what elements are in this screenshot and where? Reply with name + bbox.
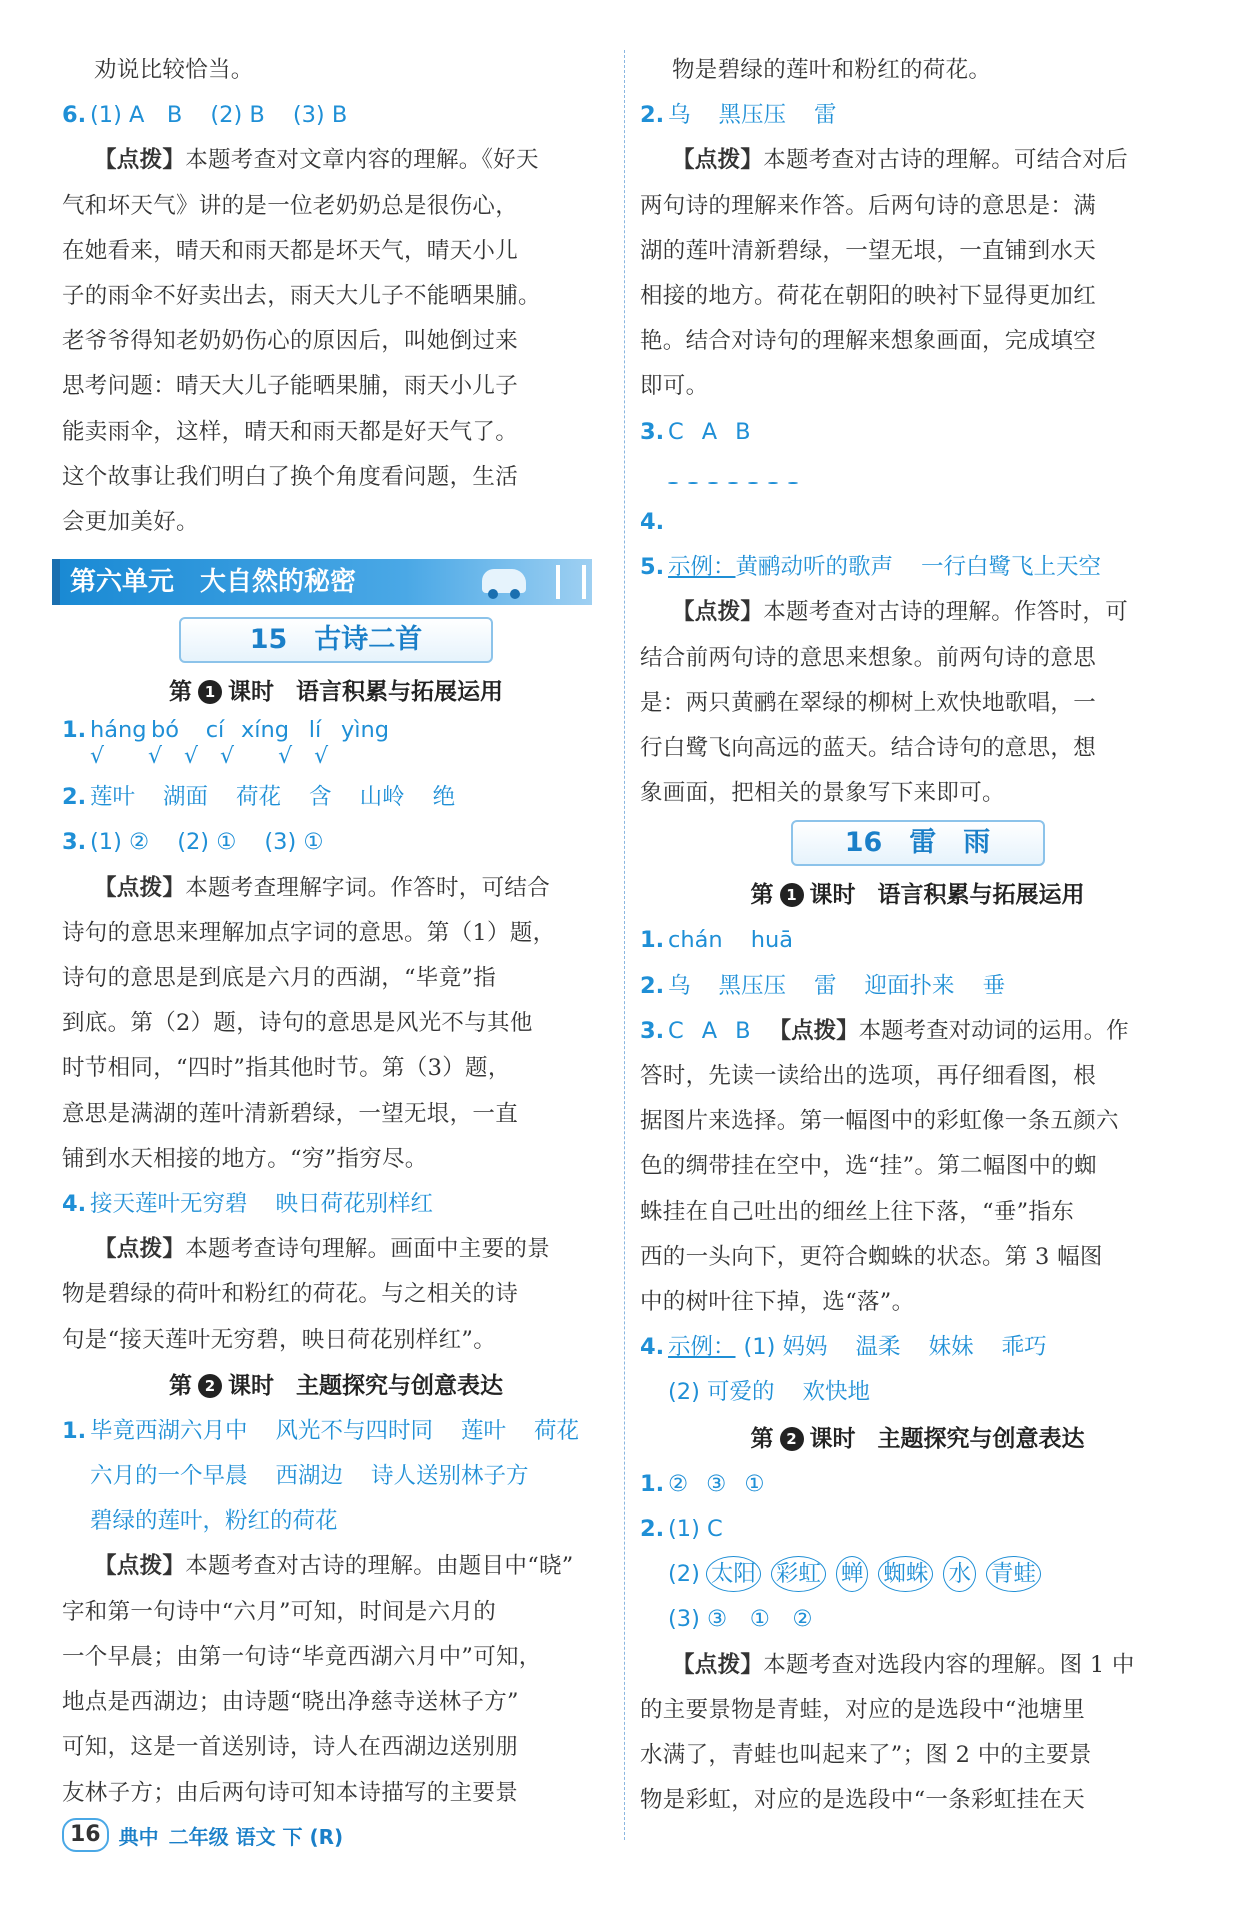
- answer-item: 一行白鹭飞上天空: [921, 554, 1102, 581]
- tip-tag: 【点拨】: [94, 1236, 186, 1263]
- text-line: 能卖雨伞，这样，晴天和雨天都是好天气了。: [62, 418, 519, 445]
- pinyin-item: xíng: [240, 717, 290, 744]
- tip-q2b: [640, 1643, 1195, 1824]
- circled-answer: [728, 482, 738, 484]
- period-prefix: 第: [169, 1372, 192, 1399]
- period-heading: [62, 669, 610, 715]
- period-suffix: 课时: [809, 882, 856, 909]
- answer-q4: [62, 1182, 610, 1227]
- car-icon: [482, 569, 526, 593]
- question-number: 6.: [62, 102, 87, 129]
- example-label: 示例：: [668, 1334, 736, 1361]
- period-suffix: 课时: [809, 1425, 856, 1452]
- text-line: 句是“接天莲叶无穷碧，映日荷花别样红”。: [62, 1326, 497, 1353]
- pinyin-item: háng: [90, 717, 147, 744]
- pinyin-item: bó: [150, 717, 180, 744]
- answer-item: 雷: [814, 972, 837, 999]
- tip-q2: [640, 138, 1195, 409]
- question-number: 2.: [640, 972, 665, 999]
- answer-item: (1) ②: [90, 829, 150, 856]
- answer-q3-circled: [640, 455, 1195, 500]
- answer-item: chán: [668, 927, 723, 954]
- text-line: 水满了，青蛙也叫起来了”；图 2 中的主要景: [640, 1741, 1092, 1768]
- answer-item: (1) 妈妈: [743, 1334, 828, 1361]
- answer-item: 六月的一个早晨: [90, 1463, 248, 1490]
- question-number: 1.: [640, 927, 665, 954]
- text-line: 中的树叶往下掉，选“落”。: [640, 1289, 915, 1316]
- circled-answer: 彩虹: [771, 1556, 826, 1592]
- answer-item: 风光不与四时同: [275, 1417, 434, 1444]
- example-label: 示例：: [668, 554, 736, 581]
- answer-item: 接天莲叶无穷碧: [90, 1191, 248, 1218]
- answer-item: ③: [706, 1470, 727, 1497]
- answer-q2b-part3: [640, 1597, 1195, 1642]
- circled-answer: [668, 482, 678, 484]
- answer-item: A: [701, 418, 718, 445]
- answer-item: huā: [750, 927, 793, 954]
- answer-item: 山岭: [359, 784, 405, 811]
- text-line: 老爷爷得知老奶奶伤心的原因后，叫她倒过来: [62, 328, 519, 355]
- page-footer: [62, 1818, 343, 1852]
- answer-item: ②: [668, 1470, 689, 1497]
- answer-item: ①: [744, 1470, 765, 1497]
- tip-q3: [640, 1054, 1195, 1325]
- answer-item: 黄鹂动听的歌声: [735, 554, 894, 581]
- circled-answer: [748, 482, 758, 484]
- answer-q6: [62, 93, 610, 138]
- answer-item: 黑压压: [718, 102, 787, 129]
- text-line: 据图片来选择。第一幅图中的彩虹像一条五颜六: [640, 1108, 1119, 1135]
- answer-q4: [640, 500, 1195, 545]
- tip-tag: 【点拨】: [672, 1651, 764, 1678]
- text-line: 意思是满湖的莲叶清新碧绿，一望无垠，一直: [62, 1100, 519, 1127]
- period-number-badge: 2: [780, 1427, 804, 1451]
- question-number: 4.: [640, 1334, 665, 1361]
- answer-q1b-row3: [62, 1499, 610, 1544]
- check-marks: √ √ √ √ √ √: [90, 744, 329, 770]
- lesson-title: 15 古诗二首: [179, 617, 493, 663]
- question-number: 1.: [62, 1417, 87, 1444]
- tip-tag: 【点拨】: [94, 1553, 186, 1580]
- answer-item: (2): [668, 1561, 700, 1588]
- book-info: 二年级 语文 下 (R): [168, 1824, 344, 1849]
- text-line: 艳。结合对诗句的理解来想象画面，完成填空: [640, 328, 1097, 355]
- text-line: 诗句的意思来理解加点字词的意思。第（1）题，: [62, 919, 556, 946]
- tip-q3: [62, 866, 610, 1182]
- answer-item: 垂: [982, 972, 1006, 999]
- circled-answer: 蜘蛛: [878, 1556, 933, 1592]
- text-line: 即可。: [640, 373, 709, 400]
- tip-tag: 【点拨】: [768, 1017, 859, 1044]
- text-line: 子的雨伞不好卖出去，雨天大儿子不能晒果脯。: [62, 283, 541, 310]
- period-suffix: 课时: [228, 1372, 274, 1399]
- answer-q1-pinyin: [62, 715, 610, 745]
- lesson-title: 16 雷 雨: [791, 820, 1045, 866]
- answer-item: 雷: [814, 102, 837, 129]
- period-title: 主题探究与创意表达: [877, 1425, 1085, 1452]
- tip-tag: 【点拨】: [94, 874, 186, 901]
- text-line: 物是碧绿的荷叶和粉红的荷花。与之相关的诗: [62, 1281, 519, 1308]
- period-heading: [640, 872, 1195, 918]
- answer-item: 碧绿的莲叶，粉红的荷花: [90, 1508, 338, 1535]
- period-title: 主题探究与创意表达: [296, 1372, 503, 1399]
- question-number: 5.: [640, 554, 665, 581]
- answer-q2: [640, 964, 1195, 1009]
- text-line: 物是碧绿的莲叶和粉红的荷花。: [672, 57, 992, 83]
- answer-q2b-circled: [640, 1552, 1195, 1597]
- answer-item: 乖巧: [1001, 1334, 1047, 1361]
- answer-item: 荷花: [534, 1417, 580, 1444]
- text-line: 西的一头向下，更符合蜘蛛的状态。第 3 幅图: [640, 1243, 1103, 1270]
- left-column: [62, 48, 610, 1816]
- circled-answer: 水: [943, 1556, 976, 1592]
- circled-answer: 太阳: [706, 1556, 761, 1592]
- text-line: 本题考查对动词的运用。作: [858, 1017, 1129, 1044]
- brand-logo: 典中: [118, 1824, 159, 1849]
- period-suffix: 课时: [228, 679, 274, 706]
- answer-q1: [640, 918, 1195, 963]
- question-number: 2.: [62, 784, 87, 811]
- text-line: 本题考查诗句理解。画面中主要的景: [185, 1236, 551, 1263]
- answer-item: 妹妹: [928, 1334, 974, 1361]
- text-line: 色的绸带挂在空中，选“挂”。第二幅图中的蜘: [640, 1153, 1097, 1180]
- period-prefix: 第: [169, 679, 192, 706]
- circled-answer: [708, 482, 718, 484]
- answer-item: (2) 可爱的: [668, 1379, 775, 1406]
- answer-item: C: [668, 418, 684, 445]
- answer-item: 欢快地: [802, 1379, 871, 1406]
- text-line: 两句诗的理解来作答。后两句诗的意思是：满: [640, 192, 1097, 219]
- text-line: 这个故事让我们明白了换个角度看问题，生活: [62, 463, 519, 490]
- period-prefix: 第: [750, 1425, 774, 1452]
- text-line: 铺到水天相接的地方。“穷”指穷尽。: [62, 1145, 428, 1172]
- answer-item: A: [701, 1017, 718, 1044]
- answer-item: (1) C: [668, 1515, 723, 1542]
- question-number: 4.: [62, 1191, 87, 1218]
- answer-item: 诗人送别林子方: [371, 1463, 529, 1490]
- answer-q1b: [62, 1409, 610, 1454]
- question-number: 3.: [640, 418, 665, 445]
- text-line: 本题考查对文章内容的理解。《好天: [185, 147, 539, 174]
- tip-tag: 【点拨】: [94, 147, 186, 174]
- text-line: 物是彩虹，对应的是选段中“一条彩虹挂在天: [640, 1787, 1086, 1814]
- answer-item: (2) B: [210, 102, 265, 129]
- tip-q5: [640, 590, 1195, 816]
- tip-q4: [62, 1227, 610, 1363]
- text-line: 在她看来，晴天和雨天都是坏天气，晴天小儿: [62, 237, 519, 264]
- text-line: 本题考查对古诗的理解。可结合对后: [763, 147, 1129, 174]
- unit-title: 第六单元 大自然的秘密: [70, 567, 357, 598]
- period-number-badge: 2: [198, 1374, 222, 1398]
- answer-q1b: [640, 1462, 1195, 1507]
- text-line: 相接的地方。荷花在朝阳的映衬下显得更加红: [640, 283, 1097, 310]
- answer-q3: [62, 820, 610, 865]
- period-heading: [62, 1363, 610, 1409]
- text-line: 行白鹭飞向高远的蓝天。结合诗句的意思，想: [640, 735, 1097, 762]
- circled-answer: [788, 482, 798, 484]
- tip-q6: [62, 138, 610, 545]
- tip-tag: 【点拨】: [672, 599, 764, 626]
- answer-q1b-row2: [62, 1454, 610, 1499]
- unit-banner: [52, 559, 592, 605]
- answer-item: (3) ①: [264, 829, 324, 856]
- period-prefix: 第: [750, 882, 774, 909]
- text-line: 劝说比较恰当。: [94, 57, 254, 83]
- answer-q2: [640, 93, 1195, 138]
- circled-answer: 蝉: [836, 1556, 869, 1592]
- left-continuation: [62, 48, 610, 93]
- answer-item: 含: [309, 784, 332, 811]
- text-line: 答时，先读一读给出的选项，再仔细看图，根: [640, 1063, 1097, 1090]
- column-divider: [624, 50, 625, 1840]
- text-line: 结合前两句诗的意思来想象。前两句诗的意思: [640, 644, 1097, 671]
- text-line: 到底。第（2）题，诗句的意思是风光不与其他: [62, 1010, 533, 1037]
- period-number-badge: 1: [780, 883, 804, 907]
- circled-answer: [688, 482, 698, 484]
- question-number: 1.: [62, 717, 87, 744]
- answer-q3: [640, 1009, 1195, 1054]
- answer-item: (2) ①: [177, 829, 237, 856]
- answer-item: 乌: [668, 972, 691, 999]
- answer-q4: [640, 1325, 1195, 1370]
- answer-item: B: [735, 1017, 751, 1044]
- question-number: 2.: [640, 1515, 665, 1542]
- tip-q1b: [62, 1544, 610, 1815]
- question-number: 1.: [640, 1470, 665, 1497]
- text-line: 是：两只黄鹂在翠绿的柳树上欢快地歌唱，一: [640, 689, 1097, 716]
- answer-item: 绝: [432, 784, 456, 811]
- answer-item: (3) ③ ① ②: [668, 1606, 813, 1633]
- text-line: 湖的莲叶清新碧绿，一望无垠，一直铺到水天: [640, 237, 1097, 264]
- pinyin-item: cí: [205, 717, 225, 744]
- text-line: 气和坏天气》讲的是一位老奶奶总是很伤心，: [62, 192, 519, 219]
- answer-item: 映日荷花别样红: [275, 1191, 434, 1218]
- answer-item: 莲叶: [461, 1417, 507, 1444]
- text-line: 本题考查对古诗的理解。作答时，可: [763, 599, 1129, 626]
- text-line: 诗句的意思是到底是六月的西湖，“毕竟”指: [62, 965, 497, 992]
- text-line: 思考问题：晴天大儿子能晒果脯，雨天小儿子: [62, 373, 519, 400]
- question-number: 3.: [640, 1017, 665, 1044]
- period-heading: [640, 1416, 1195, 1462]
- answer-item: 迎面扑来: [864, 972, 955, 999]
- answer-item: 温柔: [855, 1334, 901, 1361]
- circled-answer: 青蛙: [986, 1556, 1041, 1592]
- question-number: 3.: [62, 829, 87, 856]
- tip-tag: 【点拨】: [672, 147, 764, 174]
- answer-item: 荷花: [236, 784, 282, 811]
- question-number: 2.: [640, 102, 665, 129]
- text-line: 地点是西湖边；由诗题“晓出净慈寺送林子方”: [62, 1689, 519, 1716]
- text-line: 本题考查理解字词。作答时，可结合: [185, 874, 551, 901]
- answer-item: (1) A B: [90, 102, 183, 129]
- answer-item: 西湖边: [275, 1463, 344, 1490]
- text-line: 一个早晨；由第一句诗“毕竟西湖六月中”可知，: [62, 1643, 542, 1670]
- right-continuation: [640, 48, 1195, 93]
- text-line: 字和第一句诗中“六月”可知，时间是六月的: [62, 1598, 497, 1625]
- answer-q2: [62, 775, 610, 820]
- answer-item: C: [668, 1017, 684, 1044]
- answer-q3: [640, 410, 1195, 455]
- answer-item: 乌: [668, 102, 691, 129]
- period-title: 语言积累与拓展运用: [877, 882, 1085, 909]
- text-line: 象画面，把相关的景象写下来即可。: [640, 780, 1005, 807]
- answer-item: (3) B: [292, 102, 348, 129]
- text-line: 友林子方；由后两句诗可知本诗描写的主要景: [62, 1779, 519, 1806]
- text-line: 本题考查对古诗的理解。由题目中“晓”: [185, 1553, 574, 1580]
- text-line: 可知，这是一首送别诗，诗人在西湖边送别朋: [62, 1734, 519, 1761]
- text-line: 本题考查对选段内容的理解。图 1 中: [763, 1651, 1135, 1678]
- text-line: 蛛挂在自己吐出的细丝上往下落，“垂”指东: [640, 1198, 1075, 1225]
- answer-item: 毕竟西湖六月中: [90, 1417, 248, 1444]
- answer-q4-row2: [640, 1370, 1195, 1415]
- right-column: [640, 48, 1195, 1823]
- answer-item: 黑压压: [718, 972, 787, 999]
- answer-item: 湖面: [163, 784, 209, 811]
- text-line: 的主要景物是青蛙，对应的是选段中“池塘里: [640, 1696, 1086, 1723]
- text-line: 时节相同，“四时”指其他时节。第（3）题，: [62, 1055, 511, 1082]
- period-number-badge: 1: [198, 680, 222, 704]
- answer-q5: [640, 545, 1195, 590]
- pinyin-item: yìng: [340, 717, 390, 744]
- answer-item: 莲叶: [90, 784, 136, 811]
- text-line: 会更加美好。: [62, 509, 199, 536]
- pinyin-item: lí: [308, 717, 322, 744]
- answer-item: B: [735, 418, 751, 445]
- stripes-decoration: [556, 565, 586, 599]
- period-title: 语言积累与拓展运用: [296, 679, 503, 706]
- question-number: 4.: [640, 509, 665, 536]
- circled-answer: [768, 482, 778, 484]
- page-number: 16: [62, 1818, 109, 1852]
- answer-q2b: [640, 1507, 1195, 1552]
